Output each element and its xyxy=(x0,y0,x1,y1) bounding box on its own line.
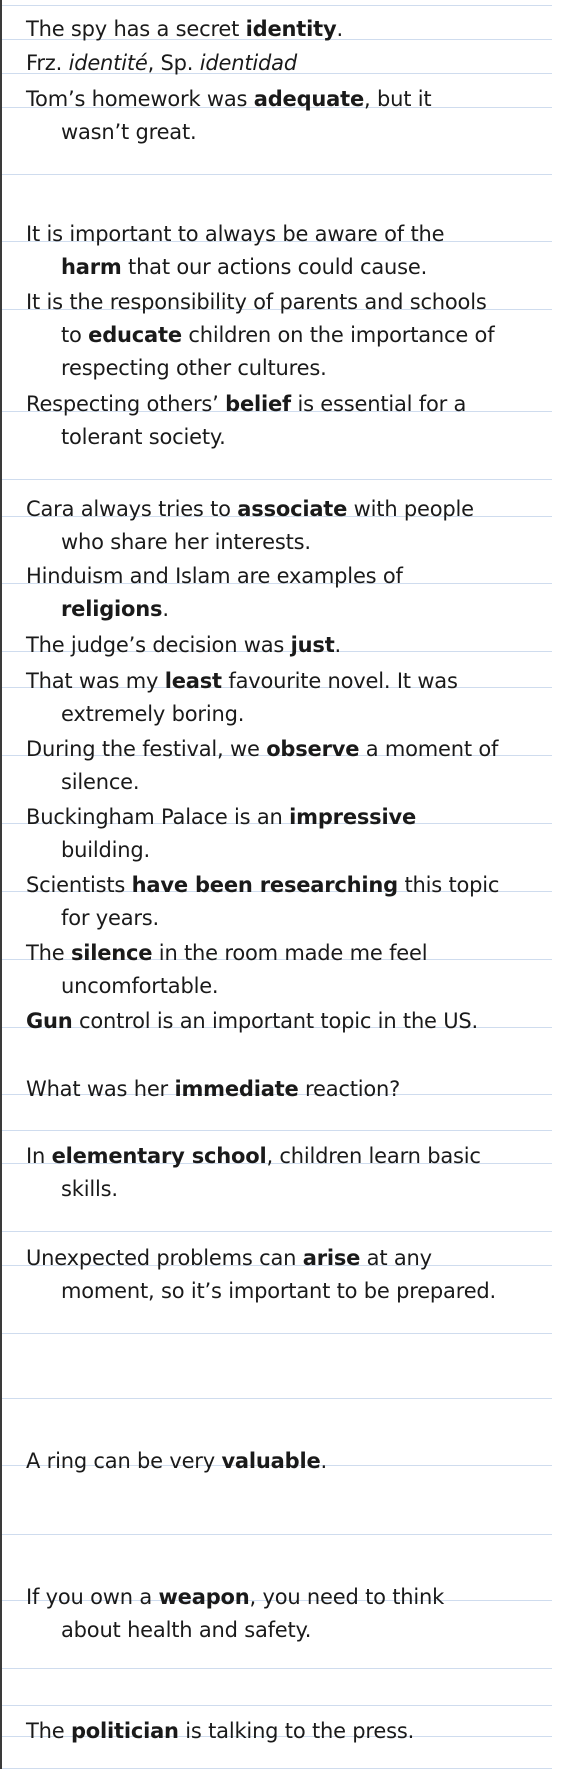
sentence-text: Unexpected problems can xyxy=(26,1246,303,1270)
ruled-line xyxy=(2,1130,552,1131)
ruled-line xyxy=(2,1333,552,1334)
sentence-text: It is the responsibility of parents and schools xyxy=(26,290,487,314)
sentence-text: The xyxy=(26,1719,71,1743)
sentence-line xyxy=(26,1581,556,1614)
sentence-item xyxy=(26,218,556,284)
sentence-line xyxy=(26,560,556,593)
sentence-continuation-line xyxy=(26,116,556,149)
foreign-word: identidad xyxy=(199,51,297,75)
ruled-line xyxy=(2,1705,552,1706)
sentence-continuation-line xyxy=(26,421,556,454)
vocabulary-word: just xyxy=(290,633,335,657)
sentence-line xyxy=(26,83,556,116)
sentence-text: children on the importance of xyxy=(181,323,495,347)
sentence-text: What was her xyxy=(26,1077,175,1101)
sentence-text: uncomfortable. xyxy=(61,974,219,998)
sentence-item xyxy=(26,1581,556,1647)
vocabulary-word: religions xyxy=(61,597,163,621)
sentence-line xyxy=(26,388,556,421)
sentence-text: . xyxy=(336,17,343,41)
sentence-item xyxy=(26,1242,556,1308)
sentence-item xyxy=(26,1073,556,1106)
sentence-line xyxy=(26,869,556,902)
sentence-item xyxy=(26,83,556,149)
sentence-line xyxy=(26,1242,556,1275)
sentence-text: It is important to always be aware of the xyxy=(26,222,445,246)
sentence-item xyxy=(26,493,556,559)
sentence-line xyxy=(26,286,556,319)
sentence-continuation-line xyxy=(26,834,556,867)
ruled-line xyxy=(2,479,552,480)
sentence-item xyxy=(26,801,556,867)
sentence-text: Respecting others’ xyxy=(26,392,226,416)
vocabulary-word: politician xyxy=(70,1719,179,1743)
sentence-item xyxy=(26,1140,556,1206)
sentence-text: . xyxy=(162,597,169,621)
vocabulary-word: Gun xyxy=(26,1009,73,1033)
sentence-text: Cara always tries to xyxy=(26,497,238,521)
sentence-text: favourite novel. It was xyxy=(221,669,458,693)
sentence-text: for years. xyxy=(61,906,160,930)
sentence-item xyxy=(26,1445,556,1478)
vocabulary-word: arise xyxy=(302,1246,361,1270)
ruled-line xyxy=(2,1534,552,1535)
sentence-line xyxy=(26,665,556,698)
sentence-text: , children learn basic xyxy=(266,1144,481,1168)
sentence-text: The judge’s decision was xyxy=(26,633,291,657)
sentence-text: with people xyxy=(347,497,474,521)
sentence-text: at any xyxy=(360,1246,432,1270)
sentence-text: tolerant society. xyxy=(61,425,226,449)
sentence-line xyxy=(26,13,556,46)
sentence-item xyxy=(26,629,556,662)
vocabulary-word: associate xyxy=(237,497,348,521)
sentence-text: . xyxy=(334,633,342,657)
vocabulary-word: immediate xyxy=(174,1077,299,1101)
sentence-continuation-line xyxy=(26,698,556,731)
sentence-item xyxy=(26,13,556,46)
vocabulary-word: weapon xyxy=(158,1585,250,1609)
vocabulary-word: impressive xyxy=(289,805,416,829)
sentence-line xyxy=(26,1715,556,1748)
sentence-text: In xyxy=(26,1144,52,1168)
ruled-line xyxy=(2,174,552,175)
sentence-continuation-line xyxy=(26,1614,556,1647)
sentence-text: Buckingham Palace is an xyxy=(26,805,290,829)
sentence-text: The spy has a secret xyxy=(26,17,246,41)
vocabulary-word: least xyxy=(164,669,222,693)
sentence-continuation-line xyxy=(26,902,556,935)
sentence-continuation-line xyxy=(26,526,556,559)
sentence-text: wasn’t great. xyxy=(61,120,197,144)
sentence-text: , you need to think xyxy=(249,1585,445,1609)
sentence-text: Tom’s homework was xyxy=(26,87,254,111)
sentence-text: , Sp. xyxy=(147,51,200,75)
sentence-continuation-line xyxy=(26,766,556,799)
sentence-item xyxy=(26,560,556,626)
sentence-text: control is an important topic in the US. xyxy=(72,1009,479,1033)
sentence-line xyxy=(26,493,556,526)
sentence-text: If you own a xyxy=(26,1585,159,1609)
vocabulary-word: adequate xyxy=(253,87,365,111)
sentence-line xyxy=(26,218,556,251)
sentence-text: building. xyxy=(61,838,150,862)
sentence-line xyxy=(26,733,556,766)
sentence-item xyxy=(26,286,556,385)
sentence-item xyxy=(26,47,556,80)
sentence-item xyxy=(26,1715,556,1748)
sentence-line xyxy=(26,1005,556,1038)
sentence-text: moment, so it’s important to be prepared. xyxy=(61,1279,497,1303)
sentence-text: in the room made me feel xyxy=(152,941,428,965)
sentence-text: this topic xyxy=(398,873,500,897)
sentence-line xyxy=(26,47,556,80)
sentence-item xyxy=(26,869,556,935)
sentence-text: about health and safety. xyxy=(61,1618,312,1642)
sentence-text: skills. xyxy=(61,1177,118,1201)
sentence-text: Scientists xyxy=(26,873,132,897)
sentence-text: . xyxy=(320,1449,327,1473)
vocabulary-word: identity xyxy=(245,17,337,41)
vocabulary-word: observe xyxy=(266,737,360,761)
sentence-text: Hinduism and Islam are examples of xyxy=(26,564,403,588)
sentence-continuation-line xyxy=(26,1275,556,1308)
vocabulary-word: belief xyxy=(225,392,291,416)
sentence-continuation-line xyxy=(26,251,556,284)
sentence-continuation-line xyxy=(26,1173,556,1206)
sentence-continuation-line xyxy=(26,970,556,1003)
ruled-line xyxy=(2,1231,552,1232)
sentence-item xyxy=(26,733,556,799)
sentence-item xyxy=(26,665,556,731)
sentence-text: extremely boring. xyxy=(61,702,245,726)
sentence-text: that our actions could cause. xyxy=(121,255,428,279)
vocabulary-word: valuable xyxy=(221,1449,321,1473)
vocabulary-word: elementary school xyxy=(51,1144,267,1168)
sentence-continuation-line xyxy=(26,319,556,352)
sentence-text: to xyxy=(61,323,89,347)
sentence-text: A ring can be very xyxy=(26,1449,222,1473)
sentence-continuation-line xyxy=(26,352,556,385)
margin-line xyxy=(0,0,2,1769)
sentence-line xyxy=(26,801,556,834)
sentence-text: is talking to the press. xyxy=(178,1719,415,1743)
sentence-line xyxy=(26,1140,556,1173)
sentence-text: is essential for a xyxy=(290,392,467,416)
ruled-line xyxy=(2,1668,552,1669)
sentence-text: Frz. xyxy=(26,51,69,75)
sentence-line xyxy=(26,937,556,970)
ruled-line xyxy=(2,5,552,6)
sentence-text: silence. xyxy=(61,770,140,794)
sentence-text: who share her interests. xyxy=(61,530,311,554)
vocabulary-word: have been researching xyxy=(131,873,398,897)
vocabulary-word: harm xyxy=(61,255,122,279)
ruled-line xyxy=(2,1398,552,1399)
sentence-item xyxy=(26,388,556,454)
foreign-word: identité xyxy=(68,51,148,75)
sentence-text: respecting other cultures. xyxy=(61,356,327,380)
sentence-text: a moment of xyxy=(359,737,499,761)
sentence-item xyxy=(26,937,556,1003)
sentence-text: reaction? xyxy=(298,1077,401,1101)
sentence-item xyxy=(26,1005,556,1038)
sentence-text: That was my xyxy=(26,669,165,693)
sentence-line xyxy=(26,1073,556,1106)
vocabulary-word: educate xyxy=(88,323,182,347)
sentence-text: , but it xyxy=(364,87,432,111)
sentence-line xyxy=(26,629,556,662)
sentence-text: The xyxy=(26,941,71,965)
sentence-line xyxy=(26,1445,556,1478)
sentence-continuation-line xyxy=(26,593,556,626)
sentence-text: During the festival, we xyxy=(26,737,267,761)
vocabulary-word: silence xyxy=(70,941,153,965)
